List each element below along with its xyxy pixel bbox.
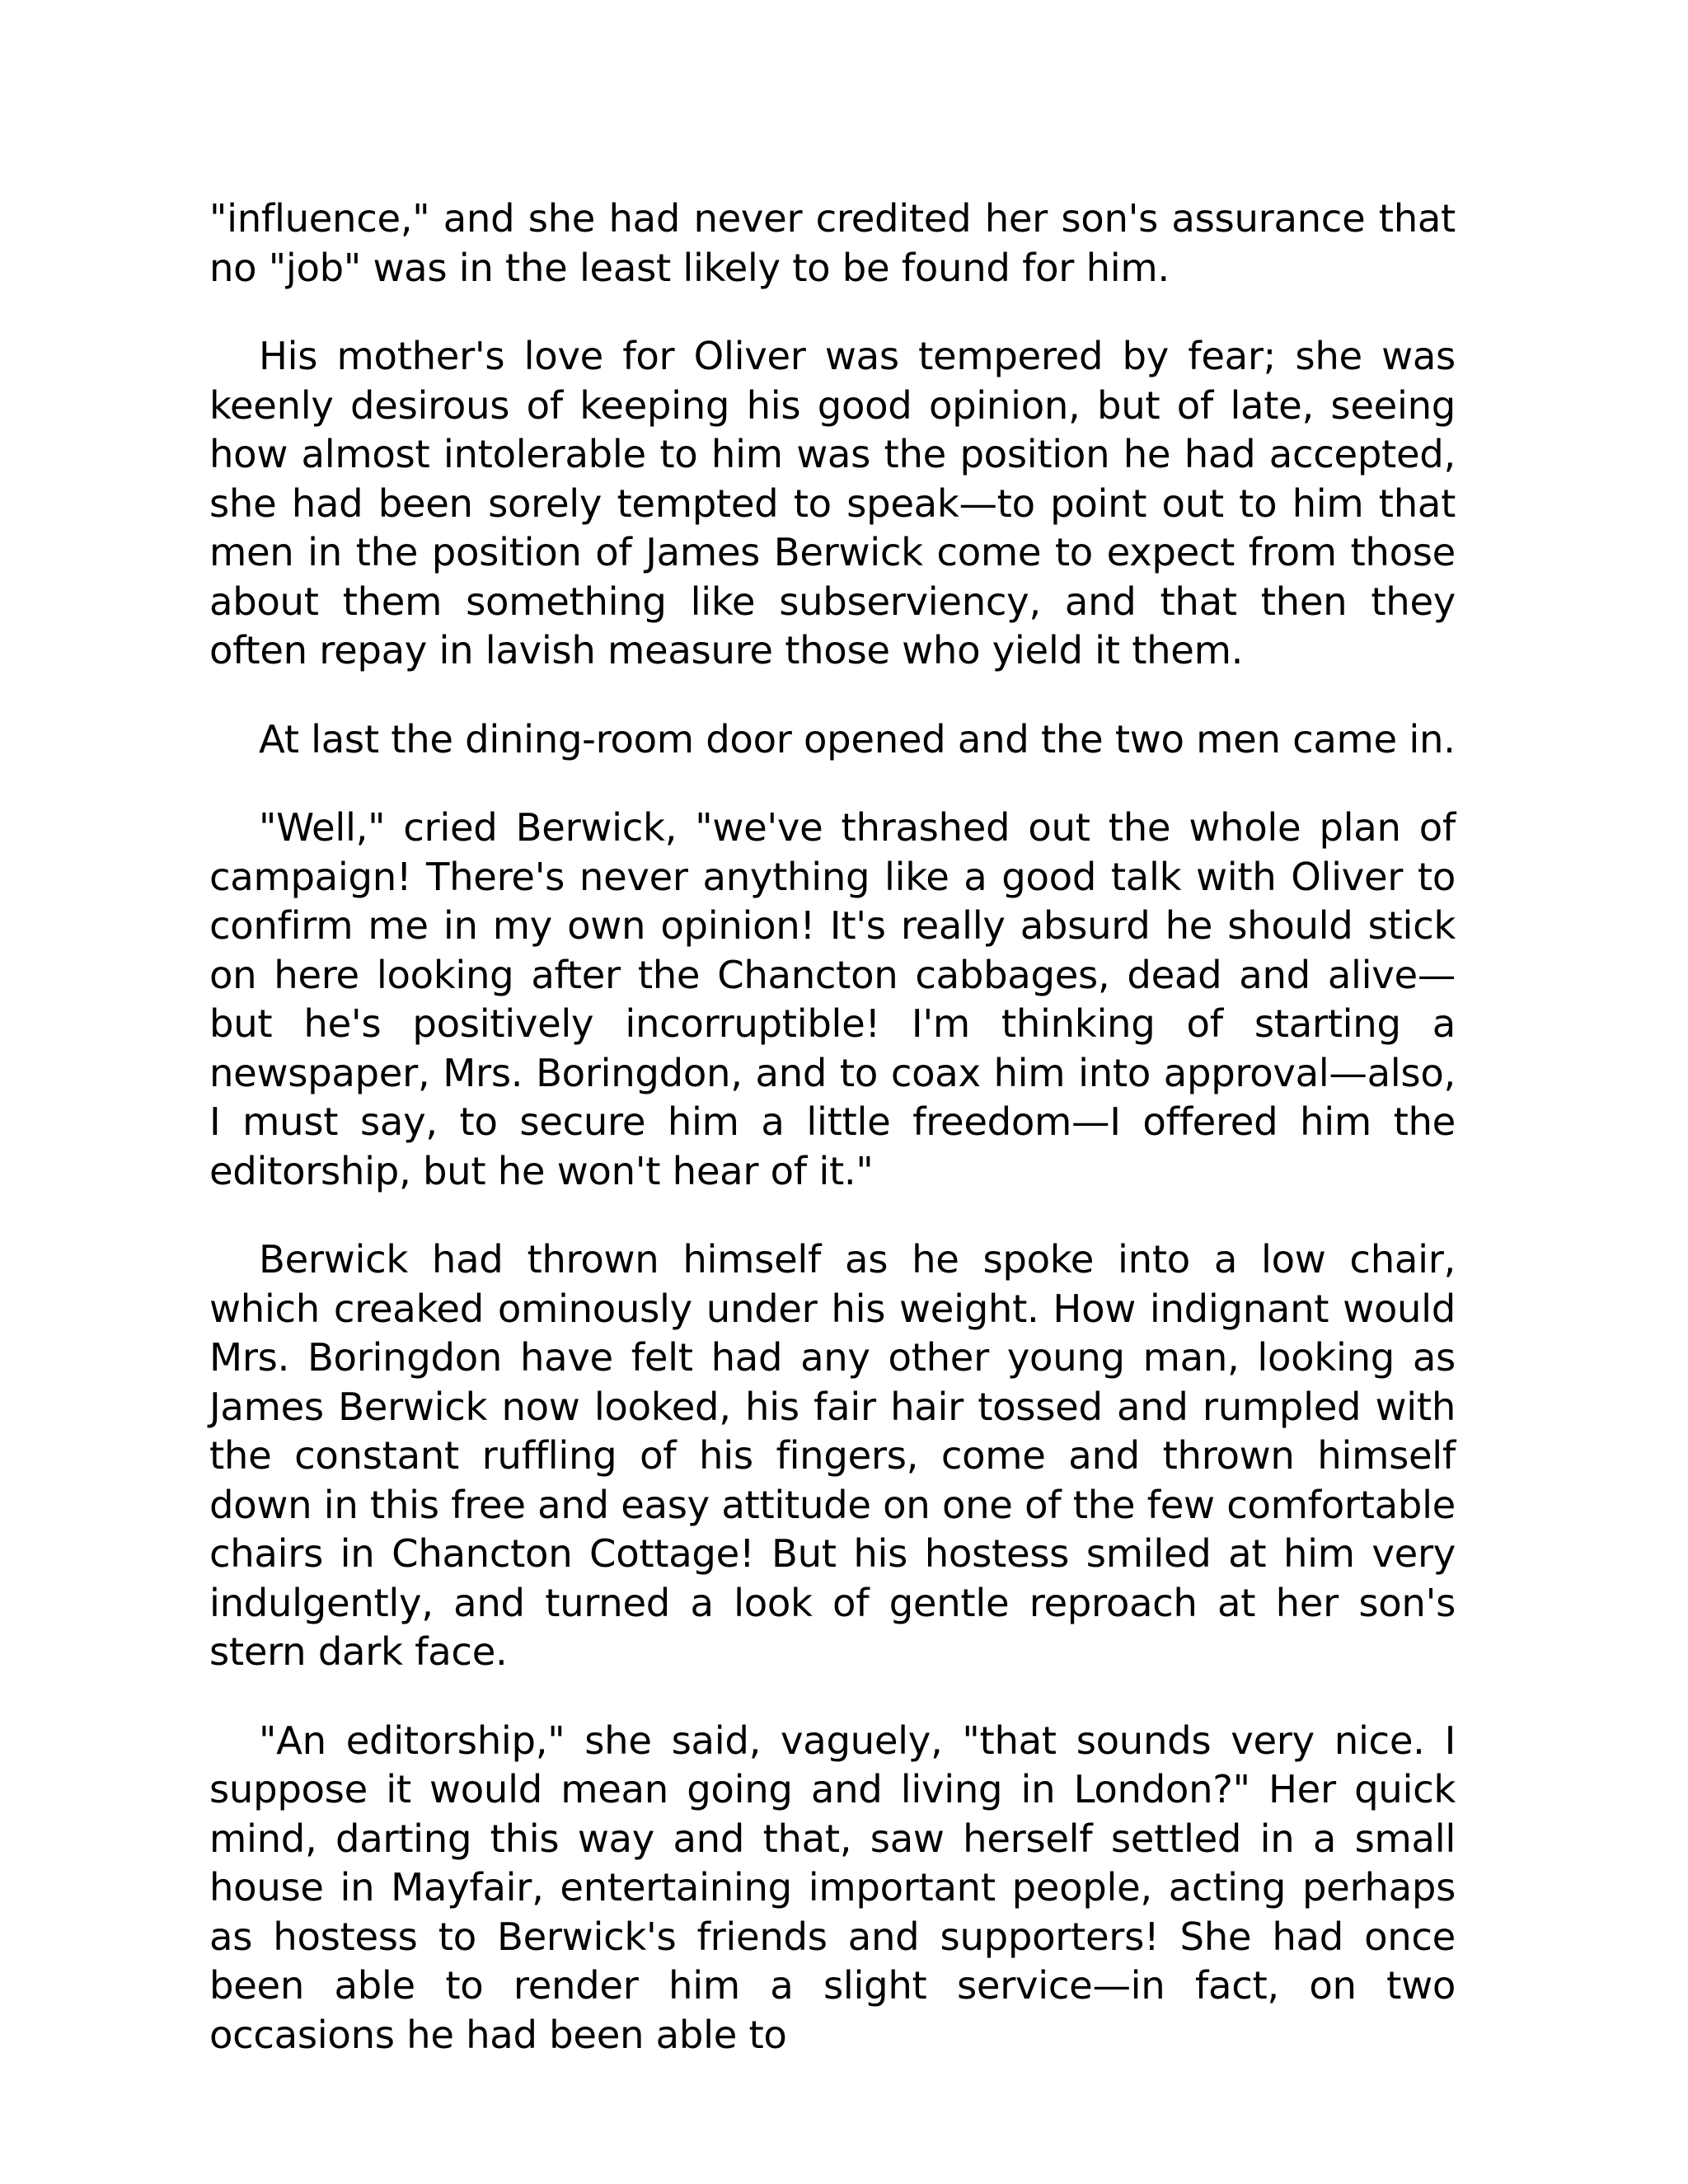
paragraph-3: At last the dining-room door opened and the two men came in. bbox=[259, 716, 1456, 762]
paragraph-6: "An editorship," she said, vaguely, "that sounds very nice. I suppose it would mean going and living in London?" Her quick mind, darting this way and that, saw herself settled in a small house in Mayfair, entertaining important people, acting perhaps as hostess to Berwick's friends and supporters! She had once been able to render him a slight service—in fact, on two occasions he had been able to bbox=[209, 1718, 1456, 2057]
paragraph-2: His mother's love for Oliver was tempered by fear; she was keenly desirous of keeping his good opinion, but of late, seeing how almost intolerable to him was the position he had accepted, she had been sorely tempted to speak—to point out to him that men in the position of James Berwick come to expect from those about them something like subserviency, and that then they often repay in lavish measure those who yield it them. bbox=[209, 334, 1456, 673]
paragraph-5: Berwick had thrown himself as he spoke into a low chair, which creaked ominously under his weight. How indignant would Mrs. Boringdon have felt had any other young man, looking as James Berwick now looked, his fair hair tossed and rumpled with the constant ruffling of his fingers, come and thrown himself down in this free and easy attitude on one of the few comfortable chairs in Chancton Cottage! But his hostess smiled at him very indulgently, and turned a look of gentle reproach at her son's stern dark face. bbox=[209, 1237, 1456, 1674]
page-body bbox=[209, 194, 1456, 2099]
paragraph-1: "influence," and she had never credited her son's assurance that no "job" was in the least likely to be found for him. bbox=[209, 196, 1456, 290]
paragraph-4: "Well," cried Berwick, "we've thrashed out the whole plan of campaign! There's never anything like a good talk with Oliver to confirm me in my own opinion! It's really absurd he should stick on here looking after the Chancton cabbages, dead and alive—but he's positively incorruptible! I'm thinking of starting a newspaper, Mrs. Boringdon, and to coax him into approval—also, I must say, to secure him a little freedom—I offered him the editorship, but he won't hear of it." bbox=[209, 805, 1456, 1193]
